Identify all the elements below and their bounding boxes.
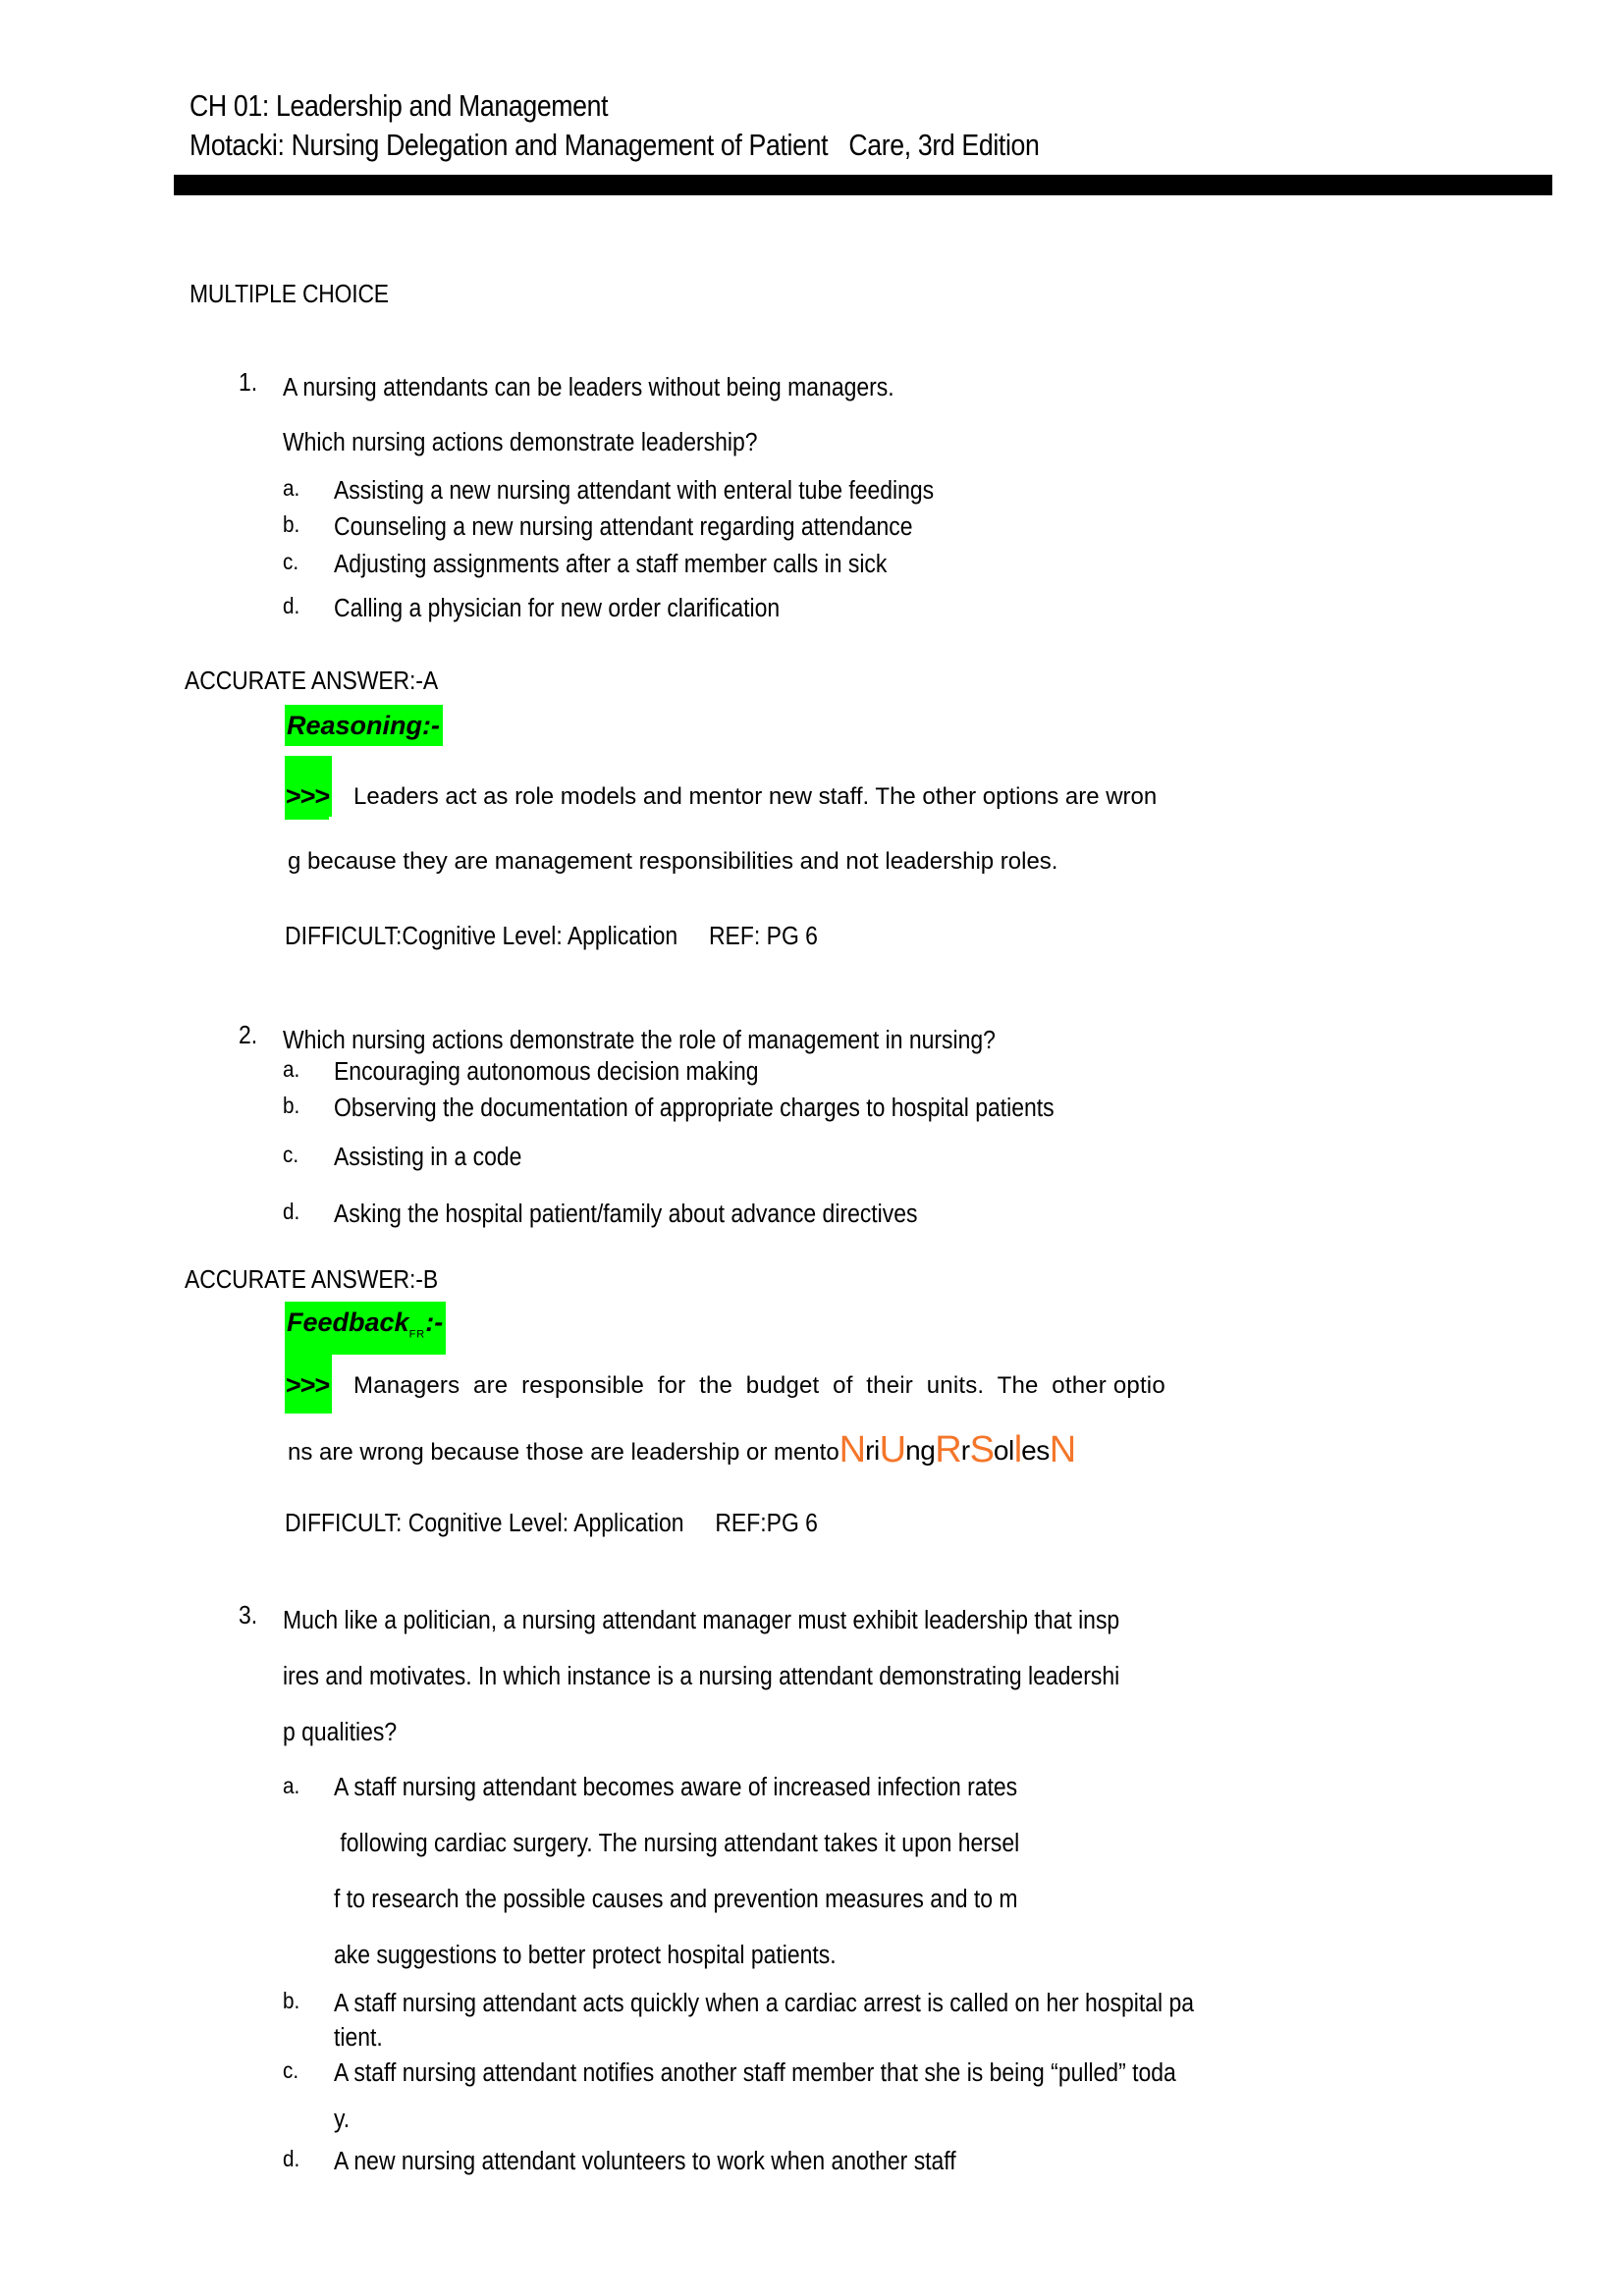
question-1-feedback-arrows: >>>: [285, 775, 329, 820]
question-2-option-b-text[interactable]: Observing the documentation of appropriate charges to hospital patients: [334, 1095, 1055, 1122]
question-2-watermark-sequence: [839, 1429, 1076, 1470]
header-book-title: Motacki: Nursing Delegation and Management of Patient Care, 3rd Edition: [189, 128, 1040, 162]
question-3-stem-line1: Much like a politician, a nursing attendant manager must exhibit leadership that insp: [283, 1607, 1120, 1634]
question-2-feedback-line2-prefix: ns are wrong because those are leadership or mento: [288, 1439, 839, 1466]
question-3-option-d-letter: d.: [283, 2146, 300, 2171]
question-2-feedback-label-text: Feedback: [287, 1308, 409, 1337]
watermark-glyph-3: ng: [905, 1435, 936, 1466]
question-3-option-a-line3[interactable]: f to research the possible causes and prevention measures and to m: [334, 1886, 1018, 1913]
watermark-glyph-8: l: [1013, 1429, 1022, 1470]
question-3-option-a-letter: a.: [283, 1773, 300, 1798]
question-2-meta: DIFFICULT: Cognitive Level: Application REF:PG 6: [285, 1510, 818, 1537]
question-2-accurate-answer: ACCURATE ANSWER:-B: [185, 1266, 439, 1294]
section-title-multiple-choice: MULTIPLE CHOICE: [189, 279, 389, 308]
watermark-glyph-1: ri: [865, 1435, 880, 1466]
question-3-option-d-line1[interactable]: A new nursing attendant volunteers to work when another staff: [334, 2148, 956, 2175]
question-2-feedback-arrows: >>>: [285, 1364, 329, 1409]
watermark-glyph-5: r: [960, 1435, 970, 1466]
question-2-number: 2.: [239, 1022, 258, 1049]
question-3-option-c-letter: c.: [283, 2057, 299, 2083]
question-1-feedback-line2: g because they are management responsibilities and not leadership roles.: [288, 848, 1058, 875]
watermark-glyph-6: S: [969, 1429, 994, 1470]
header-rule: [174, 175, 1552, 195]
question-2-option-a-text[interactable]: Encouraging autonomous decision making: [334, 1058, 759, 1086]
question-1-feedback-line1: Leaders act as role models and mentor new staff. The other options are wron: [353, 783, 1158, 810]
question-3-stem-line3: p qualities?: [283, 1719, 398, 1746]
question-2-option-d-text[interactable]: Asking the hospital patient/family about advance directives: [334, 1201, 918, 1228]
question-1-stem-line2: Which nursing actions demonstrate leadership?: [283, 429, 758, 456]
watermark-glyph-9: es: [1021, 1435, 1050, 1466]
watermark-glyph-7: ol: [993, 1435, 1014, 1466]
question-3-option-b-line1[interactable]: A staff nursing attendant acts quickly when a cardiac arrest is called on her hospital pa: [334, 1990, 1195, 2017]
header-chapter-title: CH 01: Leadership and Management: [189, 88, 609, 123]
question-3-option-c-line1[interactable]: A staff nursing attendant notifies another staff member that she is being “pulled” toda: [334, 2059, 1176, 2087]
question-1-reasoning-label-text: Reasoning:-: [287, 711, 441, 740]
question-1-option-c-text[interactable]: Adjusting assignments after a staff member calls in sick: [334, 551, 888, 578]
question-3-option-b-letter: b.: [283, 1988, 300, 2013]
question-1-stem-line1: A nursing attendants can be leaders without being managers.: [283, 374, 894, 401]
question-3-option-a-line4[interactable]: ake suggestions to better protect hospital patients.: [334, 1942, 837, 1969]
question-2-option-d-letter: d.: [283, 1199, 300, 1224]
question-2-option-c-text[interactable]: Assisting in a code: [334, 1144, 522, 1171]
question-2-stem-line1: Which nursing actions demonstrate the role of management in nursing?: [283, 1027, 996, 1054]
question-3-option-c-line2[interactable]: y.: [334, 2106, 351, 2133]
watermark-glyph-4: R: [935, 1429, 961, 1470]
question-2-option-b-letter: b.: [283, 1093, 300, 1118]
question-1-option-a-text[interactable]: Assisting a new nursing attendant with enteral tube feedings: [334, 477, 935, 505]
question-3-option-a-line1[interactable]: A staff nursing attendant becomes aware of increased infection rates: [334, 1774, 1018, 1801]
question-2-feedback-label-subscript: FR: [408, 1328, 426, 1341]
question-1-meta: DIFFICULT:Cognitive Level: Application REF: PG 6: [285, 923, 818, 950]
question-3-option-b-line2[interactable]: tient.: [334, 2024, 383, 2052]
question-1-option-a-letter: a.: [283, 475, 300, 501]
question-2-option-c-letter: c.: [283, 1142, 299, 1167]
question-1-option-d-text[interactable]: Calling a physician for new order clarification: [334, 595, 781, 622]
question-1-accurate-answer: ACCURATE ANSWER:-A: [185, 667, 439, 695]
question-1-number: 1.: [239, 369, 258, 397]
watermark-glyph-2: U: [879, 1429, 906, 1470]
question-2-feedback-label-suffix: :-: [425, 1308, 444, 1337]
question-1-option-b-text[interactable]: Counseling a new nursing attendant regarding attendance: [334, 513, 913, 541]
question-3-number: 3.: [239, 1602, 258, 1629]
watermark-glyph-0: N: [839, 1429, 866, 1470]
question-1-reasoning-label: [285, 705, 443, 746]
question-1-option-b-letter: b.: [283, 511, 300, 537]
question-2-feedback-line1: Managers are responsible for the budget of their units. The other optio: [353, 1372, 1165, 1399]
question-1-option-c-letter: c.: [283, 549, 299, 574]
question-1-option-d-letter: d.: [283, 593, 300, 618]
question-2-feedback-label: [285, 1302, 446, 1355]
question-3-option-a-line2[interactable]: following cardiac surgery. The nursing attendant takes it upon hersel: [334, 1830, 1020, 1857]
question-3-stem-line2: ires and motivates. In which instance is a nursing attendant demonstrating leadershi: [283, 1663, 1120, 1690]
question-2-feedback-line2: [288, 1431, 1075, 1472]
document-header: [189, 86, 1564, 165]
watermark-glyph-10: N: [1049, 1429, 1076, 1470]
question-2-option-a-letter: a.: [283, 1056, 300, 1082]
